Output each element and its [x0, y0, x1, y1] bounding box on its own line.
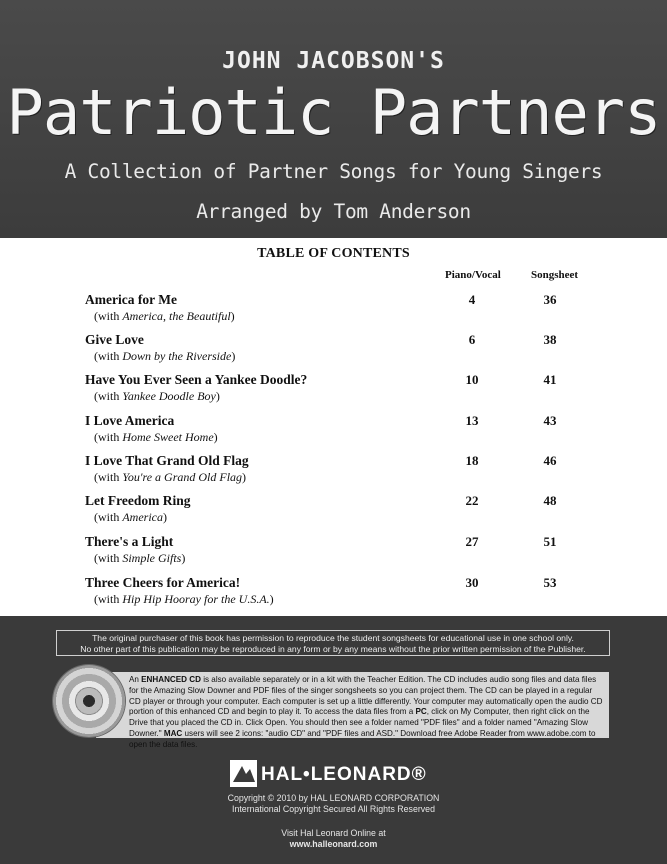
cover-header [0, 0, 667, 238]
column-header-piano-vocal: Piano/Vocal [445, 269, 501, 281]
cd-bold-label: ENHANCED CD [141, 675, 201, 684]
song-title: There's a Light [85, 534, 174, 549]
table-of-contents [0, 238, 667, 616]
toc-entry [85, 575, 605, 611]
toc-entry [85, 413, 605, 449]
with-prefix: (with [94, 309, 123, 323]
song-title: I Love America [85, 413, 175, 428]
publisher-name: HAL•LEONARD® [261, 764, 427, 785]
song-title: America for Me [85, 292, 177, 307]
notice-line: No other part of this publication may be reproduced in any form or by any means without the prior written permission of the Publisher. [80, 644, 586, 654]
close-paren: ) [215, 389, 220, 403]
piano-vocal-page: 6 [468, 332, 476, 347]
toc-entry [85, 493, 605, 529]
piano-vocal-page: 18 [465, 453, 479, 468]
partner-song [94, 510, 167, 525]
partner-song [94, 349, 235, 364]
author-name: JOHN JACOBSON'S [222, 48, 445, 74]
piano-vocal-page: 27 [465, 534, 479, 549]
toc-entry [85, 453, 605, 489]
cd-mac-label: MAC [163, 728, 183, 738]
cd-text: , click on My Computer, then right click on the Drive that you placed the CD in. Click Open. You should then see a folder named "PDF files" and a folder named "Amazing Slow Downer." [129, 707, 590, 738]
piano-vocal-page: 10 [465, 372, 479, 387]
cd-text: is also available separately or in a kit with the Teacher Edition. The CD includes audio song files and data files for the Amazing Slow Downer and PDF files of the singer songsheets so you can project them. The CD can be played in a regular CD player or through your computer. Each computer is set up a little differently. Your computer may automatically open the audio CD portion of this enhanced CD and begin to play it. To access the data files from a [129, 675, 603, 717]
with-prefix: (with [94, 592, 123, 606]
copy-permission-notice [56, 630, 610, 656]
copyright-block [0, 793, 667, 815]
piano-vocal-page: 22 [465, 493, 479, 508]
cd-text: users will see 2 icons: "audio CD" and "PDF files and ASD." Download free Adobe Reader from www.adobe.com to open the data files. [129, 728, 596, 749]
songsheet-page: 41 [543, 372, 557, 387]
piano-vocal-page: 30 [465, 575, 479, 590]
partner-song-title: Down by the Riverside [122, 349, 232, 363]
song-title: Let Freedom Ring [85, 493, 191, 508]
hal-leonard-logo [230, 759, 440, 787]
song-title: Have You Ever Seen a Yankee Doodle? [85, 372, 308, 387]
partner-song [94, 430, 218, 445]
partner-song-title: Yankee Doodle Boy [122, 389, 216, 403]
partner-song-title: Hip Hip Hooray for the U.S.A. [122, 592, 270, 606]
partner-song-title: Home Sweet Home [122, 430, 214, 444]
close-paren: ) [242, 470, 247, 484]
close-paren: ) [230, 309, 235, 323]
toc-entry [85, 534, 605, 570]
with-prefix: (with [94, 470, 123, 484]
close-paren: ) [269, 592, 274, 606]
songsheet-page: 53 [543, 575, 557, 590]
publisher-logo-icon [230, 760, 257, 787]
piano-vocal-page: 13 [465, 413, 479, 428]
with-prefix: (with [94, 430, 123, 444]
songsheet-page: 43 [543, 413, 557, 428]
with-prefix: (with [94, 389, 123, 403]
close-paren: ) [181, 551, 186, 565]
songsheet-page: 51 [543, 534, 557, 549]
partner-song [94, 309, 235, 324]
toc-heading: TABLE OF CONTENTS [257, 246, 410, 261]
songsheet-page: 48 [543, 493, 557, 508]
piano-vocal-page: 4 [468, 292, 476, 307]
notice-line: The original purchaser of this book has permission to reproduce the student songsheets for educational use in one school only. [92, 633, 574, 643]
song-title: I Love That Grand Old Flag [85, 453, 249, 468]
website-link[interactable]: www.halleonard.com [289, 839, 378, 849]
visit-text: Visit Hal Leonard Online at [281, 828, 386, 838]
with-prefix: (with [94, 510, 123, 524]
close-paren: ) [213, 430, 218, 444]
toc-entry [85, 292, 605, 328]
partner-song [94, 592, 274, 607]
toc-entry [85, 372, 605, 408]
with-prefix: (with [94, 551, 123, 565]
toc-entry [85, 332, 605, 368]
song-title: Give Love [85, 332, 144, 347]
cd-text: An [129, 675, 142, 684]
enhanced-cd-info [96, 672, 609, 749]
copyright-line: Copyright © 2010 by HAL LEONARD CORPORATION [227, 793, 440, 803]
partner-song-title: You're a Grand Old Flag [122, 470, 243, 484]
song-title: Three Cheers for America! [85, 575, 241, 590]
cd-pc-label: PC [415, 707, 427, 717]
book-title: Patriotic Partners [6, 76, 661, 149]
cd-disc-icon [53, 665, 125, 737]
book-subtitle: A Collection of Partner Songs for Young Singers [64, 160, 603, 183]
songsheet-page: 38 [543, 332, 557, 347]
close-paren: ) [163, 510, 167, 524]
back-footer [0, 616, 667, 864]
partner-song-title: Simple Gifts [122, 551, 182, 565]
close-paren: ) [231, 349, 236, 363]
column-header-songsheet: Songsheet [531, 269, 579, 281]
copyright-line: International Copyright Secured All Rights Reserved [232, 804, 435, 814]
partner-song-title: America [122, 510, 163, 524]
arranger-credit: Arranged by Tom Anderson [196, 200, 471, 223]
partner-song [94, 551, 185, 566]
partner-song [94, 470, 246, 485]
songsheet-page: 46 [543, 453, 557, 468]
songsheet-page: 36 [543, 292, 557, 307]
website-block [0, 828, 667, 850]
with-prefix: (with [94, 349, 123, 363]
partner-song-title: America, the Beautiful [122, 309, 231, 323]
partner-song [94, 389, 220, 404]
